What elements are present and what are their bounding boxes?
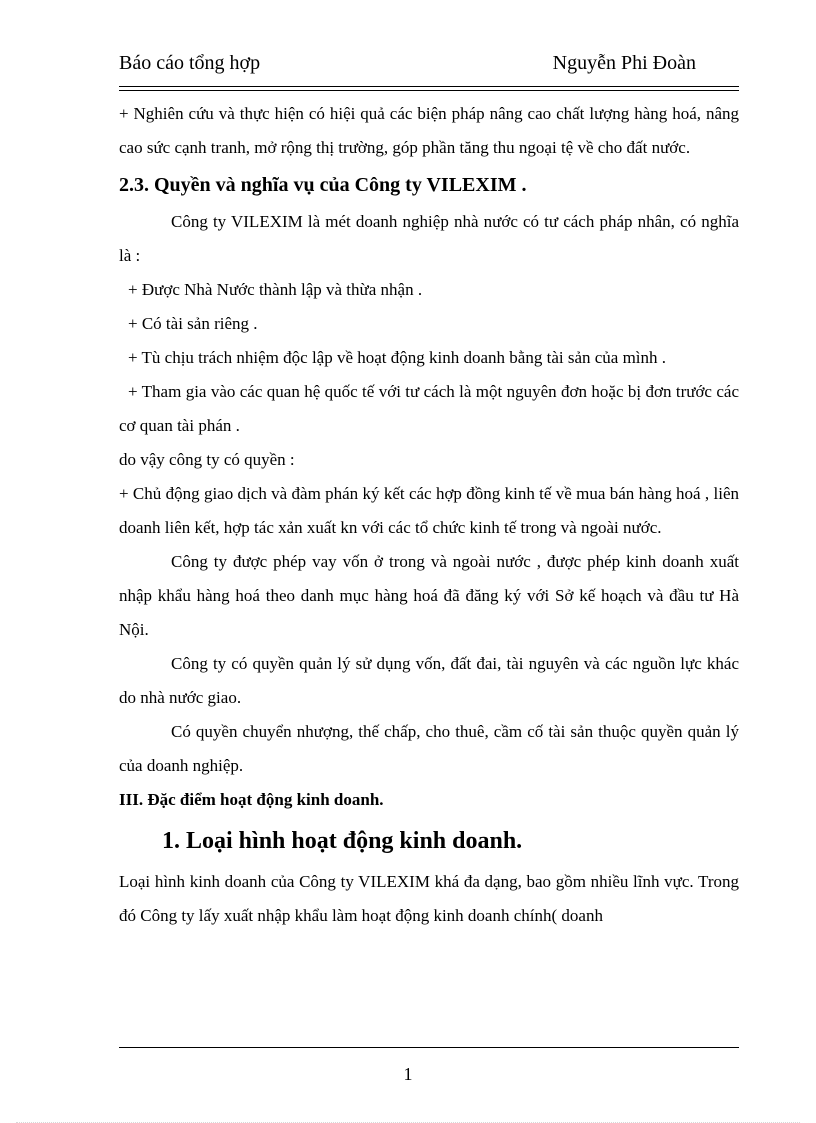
list-item-international: + Tham gia vào các quan hệ quốc tế với tư cách là một nguyên đơn hoặc bị đơn trước các cơ quan tài phán . (119, 382, 739, 435)
paragraph-transfer-rights: Có quyền chuyển nhượng, thế chấp, cho thuê, cầm cố tài sản thuộc quyền quản lý của doanh nghiệp. (119, 722, 739, 775)
document-body (119, 97, 739, 933)
page-header (119, 52, 739, 82)
header-report-title: Báo cáo tổng hợp (119, 52, 261, 74)
paragraph-rights-intro: do vậy công ty có quyền : (119, 450, 295, 469)
paragraph-trade-rights: + Chủ động giao dịch và đàm phán ký kết các hợp đồng kinh tế về mua bán hàng hoá , liên doanh liên kết, hợp tác xản xuất kn với các tổ chức kinh tế trong và ngoài nước. (119, 484, 739, 537)
header-rule-bottom (119, 90, 739, 91)
paragraph-research: + Nghiên cứu và thực hiện có hiệi quả các biện pháp nâng cao chất lượng hàng hoá, nâng cao sức cạnh tranh, mở rộng thị trường, góp phần tăng thu ngoại tệ về cho đất nước. (119, 104, 739, 157)
section-heading-III: III. Đặc điểm hoạt động kinh doanh. (119, 790, 384, 809)
paragraph-borrowing: Công ty được phép vay vốn ở trong và ngoài nước , được phép kinh doanh xuất nhập khẩu hàng hoá theo danh mục hàng hoá đã đăng ký với Sở kế hoạch và đầu tư Hà Nội. (119, 552, 739, 639)
list-item-own-assets: + Có tài sản riêng . (128, 314, 258, 333)
header-rule-top (119, 86, 739, 87)
footer-rule (119, 1047, 739, 1048)
page-number: 1 (403, 1064, 413, 1084)
list-item-responsibility: + Tù chịu trách nhiệm độc lập về hoạt động kinh doanh bằng tài sản của mình . (128, 348, 667, 367)
paragraph-legal-entity: Công ty VILEXIM là mét doanh nghiệp nhà nước có tư cách pháp nhân, có nghĩa là : (119, 212, 739, 265)
header-author-name: Nguyễn Phi Đoàn (552, 52, 696, 74)
list-item-established: + Được Nhà Nước thành lập và thừa nhận . (128, 280, 423, 299)
paragraph-capital-management: Công ty có quyền quản lý sử dụng vốn, đất đai, tài nguyên và các nguồn lực khác do nhà nước giao. (119, 654, 739, 707)
section-heading-1: 1. Loại hình hoạt động kinh doanh. (162, 828, 523, 854)
section-heading-2-3: 2.3. Quyền và nghĩa vụ của Công ty VILEXIM . (119, 174, 527, 196)
paragraph-business-types: Loại hình kinh doanh của Công ty VILEXIM khá đa dạng, bao gồm nhiều lĩnh vực. Trong đó Công ty lấy xuất nhập khẩu làm hoạt động kinh doanh chính( doanh (119, 872, 739, 925)
